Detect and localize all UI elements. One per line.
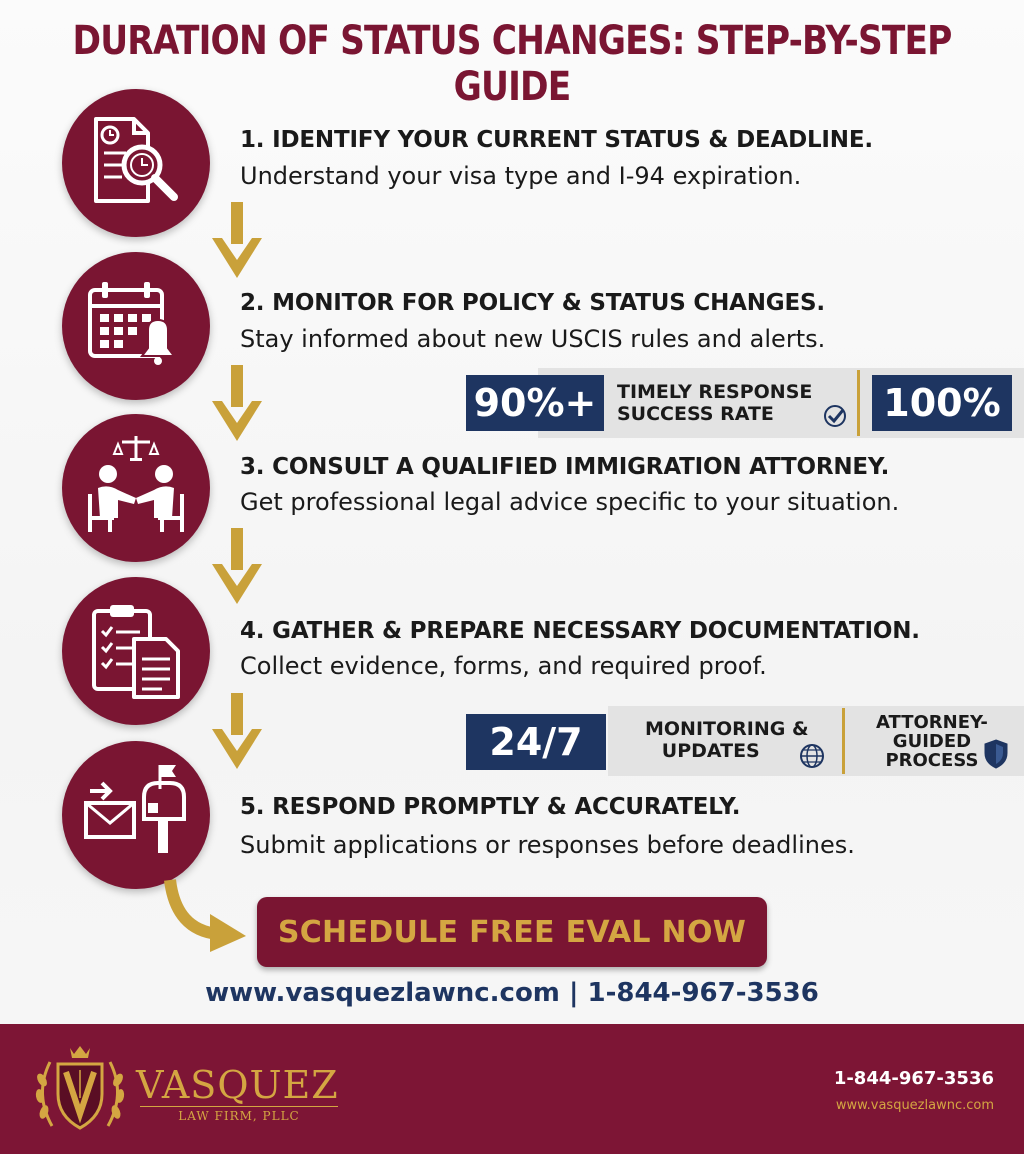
schedule-eval-button[interactable]: SCHEDULE FREE EVAL NOW bbox=[257, 897, 767, 967]
step-2-description: Stay informed about new USCIS rules and alerts. bbox=[240, 325, 826, 353]
step-1-icon-circle bbox=[62, 89, 210, 237]
step-4-icon-circle bbox=[62, 577, 210, 725]
stat-label-line1: MONITORING & bbox=[645, 718, 809, 740]
step-1-description: Understand your visa type and I-94 expiration. bbox=[240, 162, 802, 190]
step-5-description: Submit applications or responses before deadlines. bbox=[240, 831, 855, 859]
stat-divider bbox=[842, 708, 845, 774]
stat-label-attorney-guided bbox=[876, 713, 988, 770]
stat-label-line3: PROCESS bbox=[885, 750, 979, 771]
step-1-heading: 1. IDENTIFY YOUR CURRENT STATUS & DEADLINE. bbox=[240, 127, 873, 153]
check-circle-icon bbox=[822, 403, 848, 429]
page-title: DURATION OF STATUS CHANGES: STEP-BY-STEP GUIDE bbox=[72, 18, 952, 110]
stat-divider bbox=[857, 370, 860, 436]
contact-line[interactable]: www.vasquezlawnc.com | 1-844-967-3536 bbox=[205, 978, 819, 1008]
footer-phone[interactable]: 1-844-967-3536 bbox=[833, 1068, 994, 1089]
stat-label-line1: ATTORNEY- bbox=[876, 712, 988, 733]
stat-value-100: 100% bbox=[872, 375, 1012, 431]
step-3-heading: 3. CONSULT A QUALIFIED IMMIGRATION ATTORNEY. bbox=[240, 454, 890, 480]
shield-icon bbox=[982, 738, 1010, 770]
law-firm-logo-icon bbox=[28, 1042, 132, 1142]
curved-arrow-icon bbox=[160, 876, 260, 956]
down-arrow-icon bbox=[208, 365, 266, 445]
step-3-icon-circle bbox=[62, 414, 210, 562]
logo-wordmark: VASQUEZ bbox=[136, 1063, 339, 1107]
step-3-description: Get professional legal advice specific to your situation. bbox=[240, 488, 900, 516]
stat-label-timely-response bbox=[617, 381, 812, 425]
stat-value-90: 90%+ bbox=[466, 375, 604, 431]
step-4-description: Collect evidence, forms, and required proof. bbox=[240, 652, 767, 680]
clipboard-documents-icon bbox=[62, 577, 210, 725]
down-arrow-icon bbox=[208, 528, 266, 608]
attorney-consultation-icon bbox=[62, 414, 210, 562]
step-5-heading: 5. RESPOND PROMPTLY & ACCURATELY. bbox=[240, 794, 741, 820]
down-arrow-icon bbox=[208, 202, 266, 282]
globe-icon bbox=[798, 742, 826, 770]
stat-label-line2: UPDATES bbox=[661, 740, 760, 762]
stat-label-line2: GUIDED bbox=[892, 731, 972, 752]
logo-subtitle: LAW FIRM, PLLC bbox=[140, 1106, 338, 1123]
document-search-icon bbox=[62, 89, 210, 237]
stat-value-24-7: 24/7 bbox=[466, 714, 606, 770]
footer-website[interactable]: www.vasquezlawnc.com bbox=[835, 1098, 994, 1113]
step-4-heading: 4. GATHER & PREPARE NECESSARY DOCUMENTATION. bbox=[240, 618, 920, 644]
calendar-bell-icon bbox=[62, 252, 210, 400]
stat-label-line1: TIMELY RESPONSE bbox=[617, 381, 813, 403]
step-5-icon-circle bbox=[62, 741, 210, 889]
down-arrow-icon bbox=[208, 693, 266, 773]
step-2-heading: 2. MONITOR FOR POLICY & STATUS CHANGES. bbox=[240, 290, 825, 316]
step-2-icon-circle bbox=[62, 252, 210, 400]
mailbox-envelope-icon bbox=[62, 741, 210, 889]
stat-label-monitoring bbox=[645, 718, 809, 762]
stat-label-line2: SUCCESS RATE bbox=[617, 403, 774, 425]
